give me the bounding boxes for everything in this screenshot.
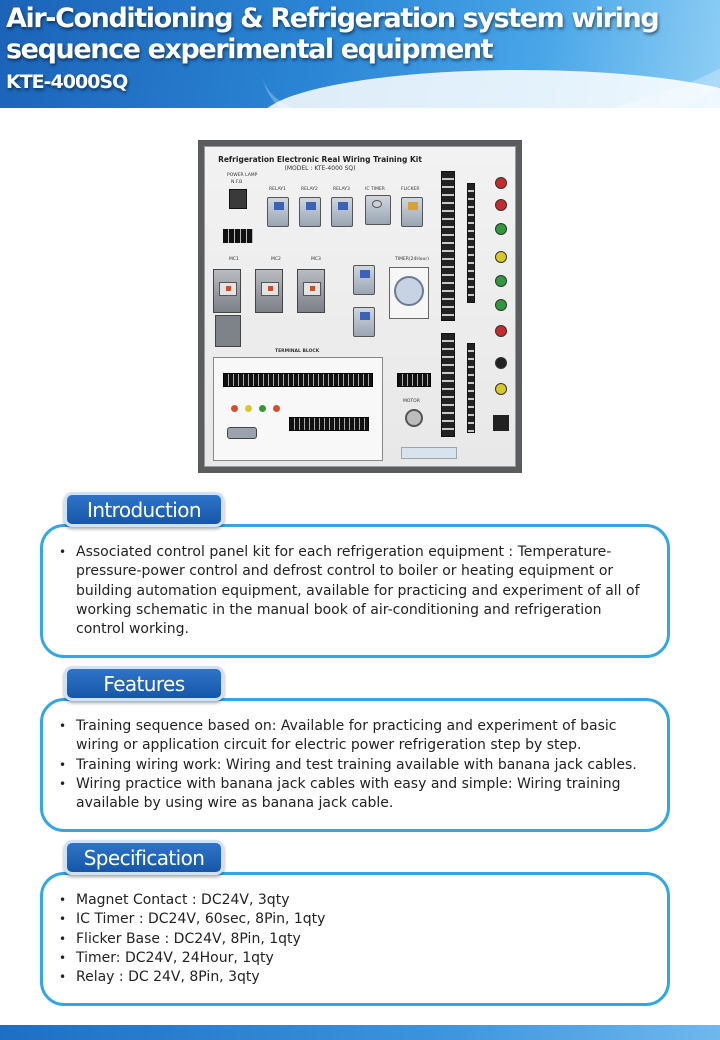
- introduction-tab: Introduction: [64, 492, 224, 527]
- green-lamp-icon: [495, 275, 507, 287]
- list-item: • Training sequence based on: Available for practicing and experiment of basic wiring or application circuit for electric power refrigeration step by step.: [76, 717, 641, 756]
- list-item: • Training wiring work: Wiring and test training available with banana jack cables.: [76, 756, 641, 775]
- overload-relay-icon: [215, 315, 241, 347]
- connector-icon: [227, 427, 257, 439]
- relay-icon: [331, 197, 353, 227]
- terminal-block-icon: [397, 373, 431, 387]
- contactor-icon: [297, 269, 325, 313]
- header-banner: [0, 0, 720, 108]
- green-lamp-icon: [495, 223, 507, 235]
- features-tab: Features: [64, 666, 224, 701]
- motor-icon: [405, 409, 423, 427]
- lamp-icon: [259, 405, 266, 412]
- mc2-label: MC2: [271, 257, 281, 262]
- terminal-strip: [467, 343, 475, 433]
- specification-list: [76, 891, 641, 987]
- relay2-label: RELAY2: [301, 187, 318, 192]
- training-panel: [204, 146, 516, 467]
- flicker-icon: [401, 197, 423, 227]
- features-list: [76, 717, 641, 813]
- contactor-icon: [213, 269, 241, 313]
- relay1-label: RELAY1: [269, 187, 286, 192]
- brand-logo-icon: [401, 447, 457, 459]
- power-lamp-label: POWER LAMP: [227, 173, 258, 178]
- mc1-label: MC1: [229, 257, 239, 262]
- breaker-icon: [229, 189, 247, 209]
- mc3-label: MC3: [311, 257, 321, 262]
- yellow-lamp-icon: [495, 383, 507, 395]
- features-box: [40, 698, 670, 832]
- red-lamp-icon: [495, 199, 507, 211]
- terminal-block-label: TERMINAL BLOCK: [275, 349, 320, 354]
- terminal-block-icon: [289, 417, 369, 431]
- specification-box: [40, 872, 670, 1006]
- timer-24h-icon: [389, 267, 429, 319]
- model-number: KTE-4000SQ: [6, 71, 128, 93]
- specification-tab: Specification: [64, 840, 224, 875]
- green-lamp-icon: [495, 299, 507, 311]
- buzzer-icon: [493, 415, 509, 431]
- terminal-strip: [441, 171, 455, 321]
- ic-timer-label: IC TIMER: [365, 187, 385, 192]
- introduction-list: [76, 543, 641, 639]
- lamp-icon: [273, 405, 280, 412]
- list-item: • Associated control panel kit for each refrigeration equipment : Temperature-pressure-power control and defrost control to boiler or heating equipment or building automation equipment, available for practicing and experiment of all of working schematic in the manual book of air-conditioning and refrigeration control working.: [76, 543, 641, 639]
- list-item: • Flicker Base : DC24V, 8Pin, 1qty: [76, 930, 641, 949]
- list-item: • Magnet Contact : DC24V, 3qty: [76, 891, 641, 910]
- panel-title: Refrigeration Electronic Real Wiring Training Kit: [218, 155, 422, 164]
- contactor-icon: [255, 269, 283, 313]
- introduction-box: [40, 524, 670, 658]
- panel-model: (MODEL : KTE-4000 SQ): [284, 165, 356, 172]
- list-item: • Timer: DC24V, 24Hour, 1qty: [76, 949, 641, 968]
- terminal-strip: [467, 183, 475, 303]
- footer-bar: [0, 1025, 720, 1040]
- switch-icon: [495, 357, 507, 369]
- lamp-icon: [245, 405, 252, 412]
- red-lamp-icon: [495, 325, 507, 337]
- lamp-icon: [231, 405, 238, 412]
- timer24-label: TIMER(24Hour): [395, 257, 430, 262]
- list-item: • Wiring practice with banana jack cables with easy and simple: Wiring training available by using wire as banana jack cable.: [76, 775, 641, 814]
- terminal-icon: [223, 229, 253, 243]
- motor-label: MOTOR: [403, 399, 420, 404]
- terminal-block-icon: [223, 373, 373, 387]
- relay-icon: [267, 197, 289, 227]
- terminal-strip: [441, 333, 455, 437]
- red-lamp-icon: [495, 177, 507, 189]
- list-item: • Relay : DC 24V, 8Pin, 3qty: [76, 968, 641, 987]
- product-photo: [198, 140, 522, 473]
- relay-icon: [353, 265, 375, 295]
- ic-timer-icon: [365, 195, 391, 225]
- relay-icon: [353, 307, 375, 337]
- yellow-lamp-icon: [495, 251, 507, 263]
- flicker-label: FLICKER: [401, 187, 420, 192]
- relay-icon: [299, 197, 321, 227]
- list-item: • IC Timer : DC24V, 60sec, 8Pin, 1qty: [76, 910, 641, 929]
- relay3-label: RELAY3: [333, 187, 350, 192]
- nfb-label: N.F.B: [231, 180, 243, 185]
- page-title: Air-Conditioning & Refrigeration system wiring sequence experimental equipment: [6, 3, 659, 65]
